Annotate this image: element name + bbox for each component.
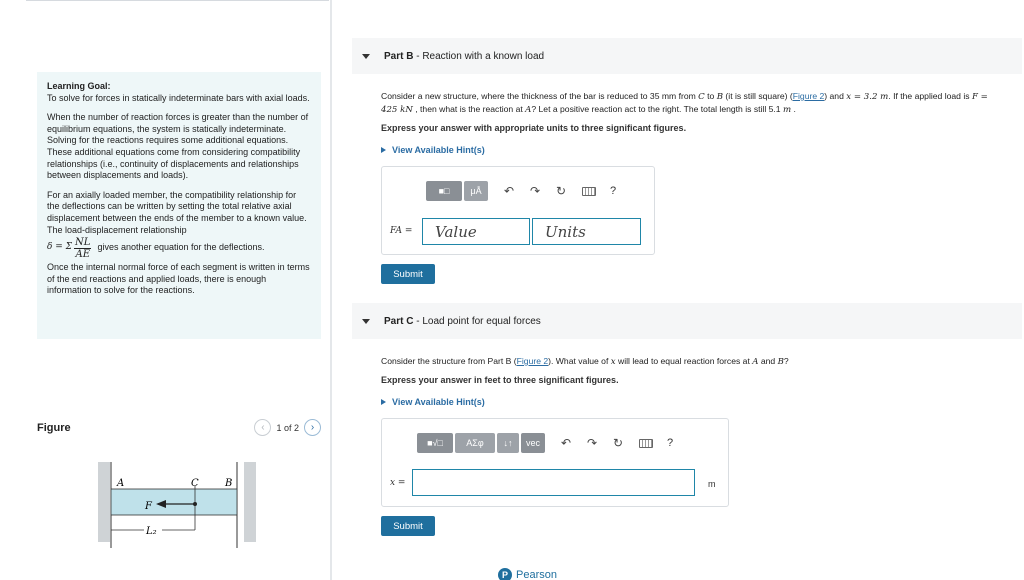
pager-text: 1 of 2	[276, 422, 299, 433]
greek-button[interactable]: ΑΣφ	[455, 433, 495, 453]
goal-paragraph-1: When the number of reaction forces is greater than the number of equilibrium equations, the system is statically indeterminate. Solving for the reactions requires some additional equations. These additional equations come from considering compatibility relationships (i.e., continuity of displacements and relationships between displacements and loads).	[47, 112, 309, 181]
redo-icon[interactable]: ↷	[586, 436, 598, 450]
part-c-hint-label: View Available Hint(s)	[392, 397, 485, 407]
part-c-hint-toggle[interactable]	[381, 397, 485, 407]
deflection-formula	[47, 234, 311, 262]
goal-paragraph-3: Once the internal normal force of each segment is written in terms of the end reactions and applied loads, there is enough information to solve for the reactions.	[47, 262, 310, 296]
reset-icon[interactable]: ↻	[555, 184, 567, 198]
x-input[interactable]	[412, 469, 695, 496]
caret-down-icon	[362, 319, 370, 324]
keyboard-icon[interactable]	[639, 439, 653, 448]
part-b-title: Part B - Reaction with a known load	[384, 50, 545, 62]
part-b-variable-label: FA =	[390, 226, 413, 236]
part-b-instruction: Express your answer with appropriate units to three significant figures.	[381, 123, 687, 133]
part-b-toolbar	[426, 181, 616, 201]
part-c-toolbar	[417, 433, 673, 453]
units-input[interactable]: Units	[532, 218, 641, 245]
formula-lhs: δ = Σ	[47, 242, 73, 253]
help-icon[interactable]: ?	[610, 185, 617, 197]
redo-icon[interactable]: ↷	[529, 184, 541, 198]
learning-goal-box	[37, 72, 321, 339]
part-b-header[interactable]	[352, 38, 1022, 74]
label-c: C	[191, 478, 199, 489]
label-a: A	[117, 478, 125, 489]
templates-icon[interactable]: ■√□	[417, 433, 453, 453]
sort-button[interactable]: ↓↑	[497, 433, 519, 453]
value-input[interactable]: Value	[422, 218, 530, 245]
goal-intro: To solve for forces in statically indeterminate bars with axial loads.	[47, 92, 310, 103]
formula-denominator: AE	[75, 248, 90, 260]
undo-icon[interactable]: ↶	[560, 436, 572, 450]
formula-numerator: NL	[75, 236, 91, 248]
undo-icon[interactable]: ↶	[503, 184, 515, 198]
part-b-hint-toggle[interactable]	[381, 145, 485, 155]
chevron-right-icon[interactable]: ›	[304, 419, 321, 436]
left-wall	[98, 462, 110, 542]
caret-right-icon	[381, 399, 386, 405]
vector-button[interactable]: vec	[521, 433, 545, 453]
part-c-variable-label: x =	[390, 478, 406, 488]
part-c-unit: m	[708, 479, 716, 489]
figure-title: Figure	[37, 422, 71, 434]
column-divider	[330, 0, 332, 580]
reset-icon[interactable]: ↻	[612, 436, 624, 450]
templates-icon[interactable]: ■□	[426, 181, 462, 201]
part-b-submit-button[interactable]: Submit	[381, 264, 435, 284]
caret-down-icon	[362, 54, 370, 59]
part-b-hint-label: View Available Hint(s)	[392, 145, 485, 155]
part-c-question: Consider the structure from Part B (Figure 2). What value of x will lead to equal reaction forces at A and B?	[381, 356, 789, 367]
part-b-question: Consider a new structure, where the thickness of the bar is reduced to 35 mm from C to B (it is still square) (Figure 2) and x = 3.2 m. If the applied load is F = 425 kN , then what is the reaction at A? Let a positive reaction act to the right. The total length is still 5.1 m .	[381, 91, 988, 115]
chevron-left-icon[interactable]: ‹	[254, 419, 271, 436]
figure-header	[37, 418, 321, 438]
label-l2: L₂	[146, 526, 157, 537]
goal-title: Learning Goal:	[47, 81, 111, 91]
figure-2-link[interactable]: Figure 2	[792, 91, 825, 101]
units-button[interactable]: μÅ	[464, 181, 488, 201]
pearson-logo-icon: P	[498, 568, 512, 580]
figure-image	[98, 458, 256, 550]
part-c-instruction: Express your answer in feet to three significant figures.	[381, 375, 619, 385]
right-wall	[244, 462, 256, 542]
force-point	[193, 502, 197, 506]
goal-paragraph-2: For an axially loaded member, the compatibility relationship for the deflections can be written by setting the total relative axial displacement between the ends of the member to a known value. The load-displacement relationship	[47, 189, 307, 235]
pearson-logo	[498, 568, 557, 580]
caret-right-icon	[381, 147, 386, 153]
label-f: F	[145, 501, 152, 512]
label-b: B	[225, 478, 233, 489]
figure-2-link[interactable]: Figure 2	[516, 356, 549, 366]
part-c-header[interactable]	[352, 303, 1022, 339]
help-icon[interactable]: ?	[667, 437, 674, 449]
top-rule	[26, 0, 329, 1]
pearson-brand: Pearson	[516, 569, 557, 580]
part-c-submit-button[interactable]: Submit	[381, 516, 435, 536]
formula-fraction	[74, 237, 91, 260]
figure-pager	[254, 419, 321, 436]
part-c-title: Part C - Load point for equal forces	[384, 315, 541, 327]
bar	[111, 489, 237, 515]
formula-tail: gives another equation for the deflections.	[97, 242, 265, 253]
keyboard-icon[interactable]	[582, 187, 596, 196]
